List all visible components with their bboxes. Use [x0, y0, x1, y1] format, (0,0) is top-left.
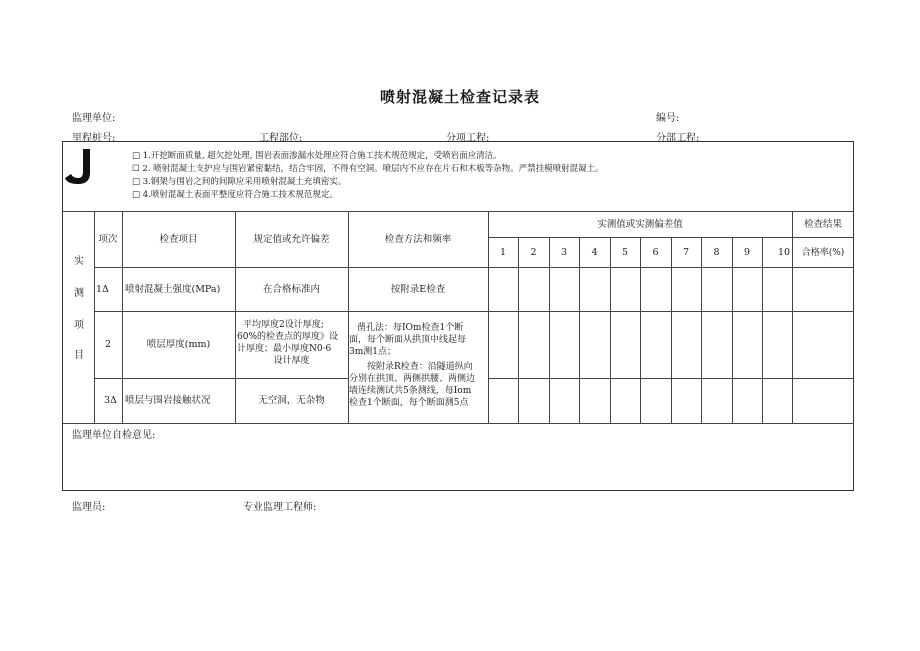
row1-item: 喷射混凝土强度(MPa): [125, 284, 221, 295]
row1-spec: 在合格标准内: [262, 284, 320, 295]
row2-spec-line-2: 60%的检查点的厚度》设: [237, 332, 339, 342]
number-label: 编号:: [656, 113, 680, 124]
rule-row1-bottom: [94, 311, 854, 312]
requirement-3: □ 3.钢架与围岩之间的间隙应采用喷射混凝土充填密实。: [132, 177, 347, 187]
row3-spec: 无空洞，无杂物: [258, 395, 325, 406]
division-label: 分部工程:: [656, 133, 700, 144]
mileage-label: 里程桩号:: [72, 133, 116, 144]
supervision-unit-label: 监理单位:: [72, 113, 116, 124]
col-line-m1: [518, 237, 519, 423]
header-pass-rate: 合格率(%): [801, 248, 845, 258]
row2-no: 2: [104, 339, 112, 350]
header-measured: 实测值或实测偏差值: [597, 219, 683, 230]
side-label-3: 项: [74, 320, 84, 331]
col-line-m9: [762, 237, 763, 423]
rule-after-requirements: [62, 211, 854, 212]
row2-spec-line-1: 平均厚度2设计厚度;: [243, 320, 324, 330]
header-item-no: 项次: [98, 234, 118, 245]
col-line-m7: [701, 237, 702, 423]
col-line-m8: [732, 237, 733, 423]
header-spec: 规定值或允许偏差: [253, 234, 330, 245]
col-line-m6: [671, 237, 672, 423]
measure-col-7: 7: [682, 247, 690, 258]
measure-col-3: 3: [560, 247, 568, 258]
measure-col-2: 2: [530, 247, 537, 258]
row2-method-line-6: 墙连续测试共5条测线，每Iom: [349, 386, 472, 396]
page-title: 喷射混凝土检查记录表: [379, 88, 540, 106]
header-result: 检查结果: [803, 219, 842, 230]
requirement-2: ☐ 2. 喷射混凝土支护应与围岩紧密黏结，结合牢固，不得有空洞。喷层内不应存在片石和木板等杂物。严禁挂模喷射混凝土。: [132, 164, 604, 174]
side-label-4: 目: [74, 350, 84, 361]
row2-method-line-1: 凿孔法：每IOm检查1个断: [357, 323, 464, 333]
row2-method-line-4: 按附录R检查：沿隧道纵向: [367, 362, 473, 372]
col-line-result: [792, 211, 793, 423]
col-line-m4: [610, 237, 611, 423]
row2-item: 喷层厚度(mm): [146, 339, 211, 350]
engineer-label: 专业监理工程师:: [243, 502, 317, 513]
rule-table-bottom: [62, 423, 854, 424]
rule-header-bottom: [94, 267, 854, 268]
measure-col-5: 5: [621, 247, 629, 258]
row2-method-line-3: 3m测1点；: [349, 347, 396, 357]
row3-no: 3Δ: [104, 395, 117, 406]
project-part-label: 工程部位:: [259, 133, 303, 144]
row2-spec-line-3: 计厚度；最小厚度N0·6: [237, 344, 332, 354]
row2-method-line-2: 面，每个断面从拱顶中线起每: [349, 335, 467, 345]
side-label-1: 实: [74, 256, 84, 267]
col-line-m5: [640, 237, 641, 423]
row2-method-line-7: 检查1个断面，每个断面测5点: [349, 398, 469, 408]
logo-mark-icon: [63, 147, 95, 187]
col-line-method: [488, 211, 489, 423]
measure-col-9: 9: [743, 247, 751, 258]
header-method: 检查方法和频率: [384, 234, 452, 245]
requirement-4: □ 4.喷射混凝土表面平整度应符合施工技术规范规定。: [132, 190, 338, 200]
measure-col-4: 4: [591, 247, 598, 258]
opinion-label: 监理单位自检意见:: [72, 430, 156, 441]
row1-no: 1Δ: [96, 284, 109, 295]
measure-col-1: 1: [499, 247, 507, 258]
side-label-2: 测: [74, 288, 84, 299]
header-check-item: 检查项目: [159, 234, 198, 245]
requirement-1: □ 1.开挖断面质量, 超欠挖处理, 围岩表面渗漏水处理应符合施工技术规范规定，受喷岩面应清洁。: [132, 151, 502, 161]
supervisor-label: 监理员:: [72, 502, 106, 513]
measure-col-8: 8: [713, 247, 720, 258]
row3-item: 喷层与围岩接触状况: [125, 395, 211, 406]
measure-col-10: 10: [778, 247, 791, 258]
col-line-m3: [579, 237, 580, 423]
row1-method: 按附录E检查: [390, 284, 446, 295]
measure-col-6: 6: [652, 247, 659, 258]
row2-spec-line-4: 设计厚度: [273, 356, 310, 366]
row2-method-line-5: 分别在拱顶、两侧拱腰、两侧边: [349, 374, 476, 384]
col-line-m2: [549, 237, 550, 423]
subitem-label: 分项工程:: [446, 133, 490, 144]
rule-row2-bottom: [94, 378, 348, 379]
